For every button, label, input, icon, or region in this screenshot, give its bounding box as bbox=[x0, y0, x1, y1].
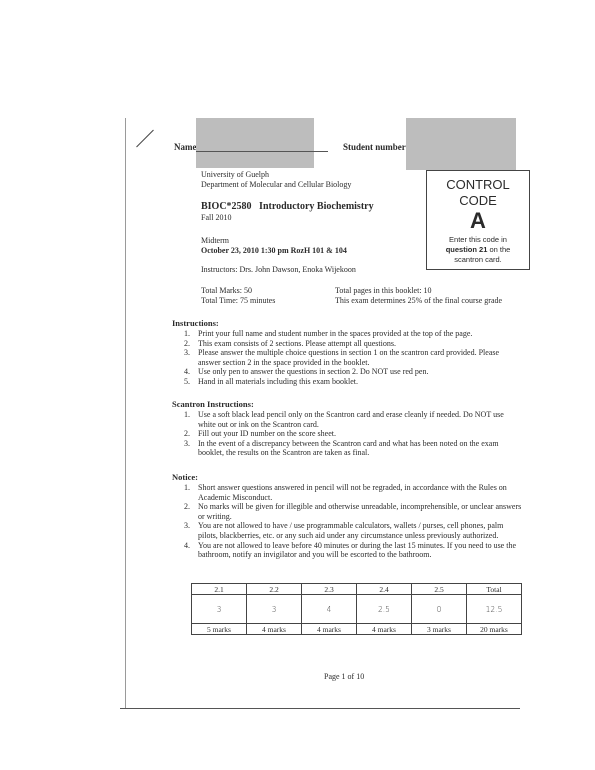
student-number-label: Student number bbox=[343, 142, 406, 152]
handwritten-score: 4 bbox=[302, 595, 357, 624]
handwritten-score: 12.5 bbox=[467, 595, 522, 624]
scantron-heading: Scantron Instructions: bbox=[172, 399, 254, 409]
student-number-redaction bbox=[406, 118, 516, 170]
control-code-note-bold: question 21 bbox=[445, 245, 488, 254]
table-cell: 2.3 bbox=[302, 584, 357, 595]
list-item: 4. Use only pen to answer the questions in section 2. Do NOT use red pen. bbox=[184, 367, 429, 377]
control-code-line2: CODE bbox=[459, 193, 497, 208]
handwritten-score: 0 bbox=[412, 595, 467, 624]
list-item: 2. Fill out your ID number on the score sheet. bbox=[184, 429, 336, 439]
instructions-heading: Instructions: bbox=[172, 318, 219, 328]
control-code-note bbox=[427, 235, 529, 265]
list-item: 3. Please answer the multiple choice questions in section 1 on the scantron card provided. Please answer section 2 in the space provided in the booklet. bbox=[184, 348, 500, 367]
table-cell: 2.2 bbox=[247, 584, 302, 595]
table-cell: 4 marks bbox=[302, 624, 357, 635]
control-code-box bbox=[426, 170, 530, 270]
table-cell: Total bbox=[467, 584, 522, 595]
table-cell: 20 marks bbox=[467, 624, 522, 635]
table-cell: 2.4 bbox=[357, 584, 412, 595]
scantron-list bbox=[172, 410, 522, 458]
marks-table bbox=[191, 583, 522, 635]
list-item: 1. Print your full name and student number in the spaces provided at the top of the page. bbox=[184, 329, 473, 338]
table-cell: 2.5 bbox=[412, 584, 467, 595]
exam-type: Midterm bbox=[201, 236, 229, 245]
department-name: Department of Molecular and Cellular Biology bbox=[201, 180, 352, 189]
control-code-letter: A bbox=[470, 208, 486, 233]
notice-list bbox=[172, 483, 522, 560]
instructions-list bbox=[172, 329, 522, 387]
name-underline bbox=[196, 151, 328, 152]
table-cell: 3 marks bbox=[412, 624, 467, 635]
table-cell: 4 marks bbox=[247, 624, 302, 635]
handwritten-score: 3 bbox=[192, 595, 247, 624]
course-term: Fall 2010 bbox=[201, 213, 232, 222]
list-item: 3. In the event of a discrepancy between the Scantron card and what has been noted on the exam booklet, the results on the Scantron are taken as final. bbox=[184, 438, 499, 458]
marks-max-row bbox=[192, 624, 522, 635]
list-item: 2. This exam consists of 2 sections. Please attempt all questions. bbox=[184, 338, 396, 348]
name-redaction bbox=[196, 118, 314, 168]
control-code-note-mid: on the bbox=[487, 245, 511, 254]
page-bottom-edge bbox=[120, 708, 520, 709]
course-title: BIOC*2580 Introductory Biochemistry bbox=[201, 201, 374, 212]
staple-mark bbox=[136, 130, 154, 148]
list-item: 1. Short answer questions answered in pencil will not be regraded, in accordance with the Rules on Academic Misconduct. bbox=[184, 483, 507, 502]
university-name: University of Guelph bbox=[201, 170, 269, 179]
instructors: Instructors: Drs. John Dawson, Enoka Wijekoon bbox=[201, 265, 356, 274]
marks-score-row bbox=[192, 595, 522, 624]
name-label: Name bbox=[174, 142, 197, 152]
page-left-edge bbox=[125, 118, 126, 708]
table-cell: 4 marks bbox=[357, 624, 412, 635]
marks-header-row bbox=[192, 584, 522, 595]
exam-date-location: October 23, 2010 1:30 pm RozH 101 & 104 bbox=[201, 246, 347, 255]
list-item: 4. You are not allowed to leave before 40 minutes or during the last 15 minutes. If you need to use the bathroom, notify an invigilator and you will be escorted to the bathroom. bbox=[184, 540, 517, 560]
page-number: Page 1 of 10 bbox=[324, 672, 365, 681]
list-item: 5. Hand in all materials including this exam booklet. bbox=[184, 376, 358, 386]
grade-weight: This exam determines 25% of the final course grade bbox=[335, 296, 503, 305]
table-cell: 5 marks bbox=[192, 624, 247, 635]
total-time: Total Time: 75 minutes bbox=[201, 296, 276, 305]
notice-heading: Notice: bbox=[172, 472, 198, 482]
control-code-line1: CONTROL bbox=[446, 177, 510, 192]
handwritten-score: 3 bbox=[247, 595, 302, 624]
total-pages: Total pages in this booklet: 10 bbox=[335, 286, 432, 295]
control-code-note-pre: Enter this code in bbox=[449, 235, 507, 244]
list-item: 3. You are not allowed to have / use programmable calculators, wallets / purses, cell phones, palm pilots, blackberries, etc. or any such aid under any circumstance unless previously authorized. bbox=[184, 521, 504, 540]
list-item: 1. Use a soft black lead pencil only on the Scantron card and erase cleanly if needed. Do NOT use white out or ink on the Scantron card. bbox=[184, 410, 504, 429]
table-cell: 2.1 bbox=[192, 584, 247, 595]
total-marks: Total Marks: 50 bbox=[201, 286, 252, 295]
handwritten-score: 2.5 bbox=[357, 595, 412, 624]
list-item: 2. No marks will be given for illegible and otherwise unreadable, incomprehensible, or unclear answers or writing. bbox=[184, 502, 522, 521]
control-code-note-end: scantron card. bbox=[454, 255, 502, 264]
